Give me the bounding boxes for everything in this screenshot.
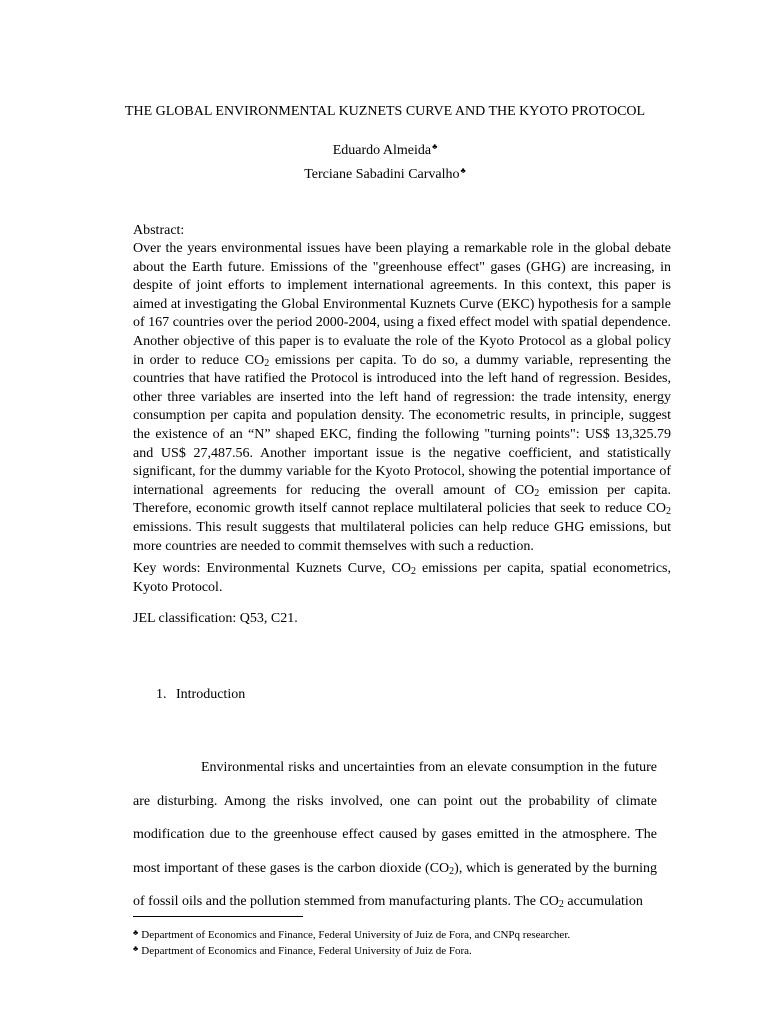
intro-segment: accumulation: [563, 894, 643, 909]
subscript: 2: [558, 899, 564, 910]
author-1: [0, 137, 770, 161]
footnote-mark: ♣: [460, 166, 466, 175]
abstract-segment: Over the years environmental issues have been playing a remarkable role in the global debate about the Earth future. Emissions of the "greenhouse effect" gases (GHG) are increasing, in despite of joint efforts to implement international agreements. In this context, this paper is aimed at investigating the Global Environmental Kuznets Curve (EKC) hypothesis for a sample of 167 countries over the period 2000-2004, using a fixed effect model with spatial dependence. Another objective of this paper is to evaluate the role of the Kyoto Protocol as a global policy in order to reduce CO: [133, 241, 671, 368]
subscript: 2: [264, 357, 270, 369]
footnote-text: Department of Economics and Finance, Federal University of Juiz de Fora.: [141, 945, 472, 957]
intro-segment: Environmental risks and uncertainties from an elevate consumption in the future are disturbing. Among the risks involved, one can point out the probability of climate modification due to the greenhouse effect caused by gases emitted in the atmosphere. The most important of these gases is the carbon dioxide (CO: [133, 760, 657, 876]
section-heading: [156, 686, 245, 704]
footnote-1: [133, 926, 570, 942]
introduction-text: [133, 751, 657, 919]
keywords: [133, 560, 671, 597]
abstract-segment: emissions per capita. To do so, a dummy variable, representing the countries that have ratified the Protocol is introduced into the left hand of regression. Besides, other three variables are inserted into the left hand of regression: the trade intensity, energy consumption per capita and population density. The econometric results, in principle, suggest the existence of an “N” shaped EKC, finding the following "turning points": US$ 13,325.79 and US$ 27,487.56. Another important issue is the negative coefficient, and statistically significant, for the dummy variable for the Kyoto Protocol, showing the potential importance of international agreements for reducing the overall amount of CO: [133, 352, 671, 498]
author-block: [0, 137, 770, 185]
subscript: 2: [449, 865, 455, 877]
footnote-2: [133, 942, 570, 958]
footnote-mark: ♣: [133, 944, 139, 953]
subscript: 2: [666, 506, 671, 518]
paper-title: THE GLOBAL ENVIRONMENTAL KUZNETS CURVE AND THE KYOTO PROTOCOL: [124, 104, 646, 119]
subscript: 2: [410, 566, 416, 577]
abstract-segment: emissions. This result suggests that multilateral policies can help reduce GHG emissions, but more countries are needed to commit themselves with such a reduction.: [133, 519, 671, 554]
footnotes: [133, 926, 570, 958]
jel-classification: JEL classification: Q53, C21.: [133, 611, 298, 626]
subscript: 2: [534, 487, 540, 499]
footnote-text: Department of Economics and Finance, Federal University of Juiz de Fora, and CNPq researcher.: [141, 929, 571, 941]
footnote-mark: ♣: [432, 142, 438, 151]
footnote-mark: ♣: [133, 928, 139, 937]
abstract-segment: emission per capita. Therefore, economic growth itself cannot replace multilateral policies that seek to reduce CO: [133, 482, 671, 517]
author-name: Terciane Sabadini Carvalho: [304, 167, 460, 182]
section-number: 1.: [156, 687, 167, 702]
intro-segment: ), which is generated by the burning of fossil oils and the pollution stemmed from manufacturing plants. The CO: [133, 860, 657, 909]
keywords-segment: emissions per capita, spatial econometrics, Kyoto Protocol.: [133, 561, 671, 595]
abstract-heading: Abstract:: [133, 223, 185, 238]
footnote-separator: [133, 916, 303, 917]
abstract-text: [133, 240, 671, 556]
keywords-segment: Key words: Environmental Kuznets Curve, CO: [133, 561, 411, 576]
author-2: [0, 161, 770, 185]
section-title: Introduction: [176, 687, 246, 702]
author-name: Eduardo Almeida: [332, 143, 432, 158]
